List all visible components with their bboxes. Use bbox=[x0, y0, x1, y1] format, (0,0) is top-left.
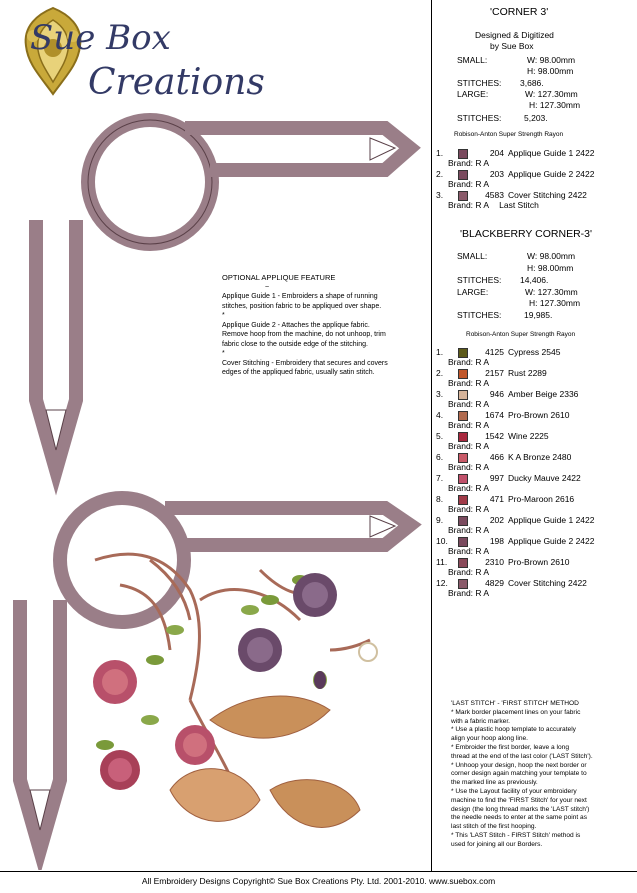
thread-code: 471 bbox=[489, 494, 504, 504]
method-line: * Use a plastic hoop template to accurately bbox=[451, 726, 576, 734]
method-line: corner design again matching your template to bbox=[451, 770, 587, 778]
blackberry-small-stitches: 14,406. bbox=[520, 275, 549, 285]
logo-line1: Sue Box bbox=[30, 18, 171, 58]
logo-line2: Creations bbox=[88, 62, 265, 103]
thread-brand bbox=[448, 483, 489, 493]
thread-number: 3. bbox=[436, 389, 444, 399]
thread-brand-label: Brand: R A bbox=[448, 546, 490, 556]
thread-brand-label: Brand: R A bbox=[448, 179, 490, 189]
blackberry-stitches-label-2: STITCHES: bbox=[457, 310, 502, 320]
thread-brand bbox=[448, 546, 489, 556]
thread-brand-label: Brand: R A bbox=[448, 378, 490, 388]
thread-brand-label: Brand: R A bbox=[448, 525, 490, 535]
thread-name: Applique Guide 2 2422 bbox=[508, 536, 595, 546]
thread-name: K A Bronze 2480 bbox=[508, 452, 572, 462]
thread-code: 198 bbox=[489, 536, 504, 546]
flowers bbox=[93, 573, 377, 790]
thread-name: Cypress 2545 bbox=[508, 347, 561, 357]
thread-name: Applique Guide 2 2422 bbox=[508, 169, 595, 179]
thread-number: 1. bbox=[436, 347, 444, 357]
thread-number: 4. bbox=[436, 410, 444, 420]
thread-number: 10. bbox=[436, 536, 448, 546]
corner3-small-stitches: 3,686. bbox=[520, 78, 544, 88]
thread-number: 12. bbox=[436, 578, 448, 588]
blackberry-thread-brand: Robison-Anton Super Strength Rayon bbox=[466, 331, 576, 338]
thread-code: 2310 bbox=[485, 557, 504, 567]
footer-divider bbox=[0, 871, 637, 872]
thread-brand-label: Brand: R A bbox=[448, 200, 490, 210]
thread-brand bbox=[448, 525, 489, 535]
thread-number: 2. bbox=[436, 169, 444, 179]
thread-code: 204 bbox=[489, 148, 504, 158]
thread-number: 2. bbox=[436, 368, 444, 378]
thread-number: 3. bbox=[436, 190, 444, 200]
thread-brand bbox=[448, 462, 489, 472]
blackberry-small-label: SMALL: bbox=[457, 251, 488, 261]
method-line: the needle needs to enter at the same point as bbox=[451, 814, 587, 822]
method-line: thread at the end of the last color ('LAST Stitch'). bbox=[451, 752, 593, 760]
thread-number: 7. bbox=[436, 473, 444, 483]
thread-code: 4125 bbox=[485, 347, 504, 357]
thread-code: 203 bbox=[489, 169, 504, 179]
blackberry-large-label: LARGE: bbox=[457, 287, 489, 297]
thread-brand bbox=[448, 567, 489, 577]
thread-code: 997 bbox=[489, 473, 504, 483]
thread-name: Rust 2289 bbox=[508, 368, 547, 378]
method-line: * Embroider the first border, leave a long bbox=[451, 743, 570, 751]
thread-brand-label: Brand: R A bbox=[448, 399, 490, 409]
corner3-title: 'CORNER 3' bbox=[490, 6, 549, 18]
applique-guide1-text: Applique Guide 1 - Embroiders a shape of running stitches, position fabric to be appliqued over shape. bbox=[222, 293, 382, 310]
method-line: machine to find the 'FIRST Stitch' for your next bbox=[451, 796, 587, 804]
thread-brand bbox=[448, 179, 489, 189]
thread-brand-label: Brand: R A bbox=[448, 462, 490, 472]
thread-brand-label: Brand: R A bbox=[448, 504, 490, 514]
applique-title: OPTIONAL APPLIQUE FEATURE bbox=[222, 273, 336, 282]
method-line: with a fabric marker. bbox=[451, 717, 510, 725]
thread-name: Applique Guide 1 2422 bbox=[508, 148, 595, 158]
thread-code: 4583 bbox=[485, 190, 504, 200]
blackberry-large-h: H: 127.30mm bbox=[529, 298, 581, 308]
thread-brand bbox=[448, 504, 489, 514]
thread-brand bbox=[448, 441, 489, 451]
applique-tilde: ~ bbox=[264, 283, 270, 291]
thread-code: 202 bbox=[489, 515, 504, 525]
thread-code: 946 bbox=[489, 389, 504, 399]
method-line: * Use the Layout facility of your embroidery bbox=[451, 787, 577, 795]
thread-brand-label: Brand: R A bbox=[448, 567, 490, 577]
thread-number: 6. bbox=[436, 452, 444, 462]
thread-brand-label: Brand: R A bbox=[448, 420, 490, 430]
thread-brand bbox=[448, 158, 489, 168]
thread-code: 1674 bbox=[485, 410, 504, 420]
thread-name: Ducky Mauve 2422 bbox=[508, 473, 581, 483]
method-line: * Mark border placement lines on your fabric bbox=[451, 708, 581, 716]
thread-brand-label: Brand: R A bbox=[448, 441, 490, 451]
thread-code: 4829 bbox=[485, 578, 504, 588]
thread-brand-label: Brand: R A bbox=[448, 588, 490, 598]
blackberry-stitches-label: STITCHES: bbox=[457, 275, 502, 285]
thread-number: 11. bbox=[436, 557, 448, 567]
applique-sep1: * bbox=[222, 312, 225, 319]
thread-number: 9. bbox=[436, 515, 444, 525]
method-line: * Unhoop your design, hoop the next border or bbox=[451, 761, 587, 769]
method-line: the marked line as previously. bbox=[451, 779, 538, 787]
column-divider bbox=[431, 0, 432, 872]
blackberry-small-w: W: 98.00mm bbox=[527, 251, 576, 261]
thread-brand-label: Brand: R A bbox=[448, 483, 490, 493]
corner3-small-label: SMALL: bbox=[457, 55, 488, 65]
method-notes bbox=[451, 700, 631, 850]
corner3-large-stitches: 5,203. bbox=[524, 113, 548, 123]
thread-brand-label: Brand: R A bbox=[448, 357, 490, 367]
corner3-by: by Sue Box bbox=[490, 41, 534, 51]
thread-brand bbox=[448, 588, 489, 598]
thread-name: Cover Stitching 2422 bbox=[508, 190, 587, 200]
corner3-large-h: H: 127.30mm bbox=[529, 100, 581, 110]
thread-number: 5. bbox=[436, 431, 444, 441]
thread-brand bbox=[448, 399, 489, 409]
corner3-small-w: W: 98.00mm bbox=[527, 55, 576, 65]
method-line: used for joining all our Borders. bbox=[451, 840, 543, 848]
thread-name: Applique Guide 1 2422 bbox=[508, 515, 595, 525]
corner3-stitches-label: STITCHES: bbox=[457, 78, 502, 88]
method-line: * This 'LAST Stitch - FIRST Stitch' method is bbox=[451, 831, 581, 839]
method-title: 'LAST STITCH' - 'FIRST STITCH' METHOD bbox=[451, 700, 579, 707]
thread-brand bbox=[448, 420, 489, 430]
corner3-large-w: W: 127.30mm bbox=[525, 89, 578, 99]
applique-guide2-text: Applique Guide 2 - Attaches the applique fabric. Remove hoop from the machine, do not unhoop, trim fabric close to the outside edge of the stitching. bbox=[222, 321, 386, 348]
thread-code: 466 bbox=[489, 452, 504, 462]
thread-brand bbox=[448, 378, 489, 388]
thread-code: 2157 bbox=[485, 368, 504, 378]
corner3-small-h: H: 98.00mm bbox=[527, 66, 574, 76]
thread-number: 1. bbox=[436, 148, 444, 158]
footer-copyright: All Embroidery Designs Copyright© Sue Box Creations Pty. Ltd. 2001-2010. www.suebox.com bbox=[141, 876, 496, 886]
blackberry-small-h: H: 98.00mm bbox=[527, 263, 574, 273]
applique-sep2: * bbox=[222, 350, 225, 357]
thread-extra-note: Last Stitch bbox=[499, 200, 539, 210]
corner3-thread-brand: Robison-Anton Super Strength Rayon bbox=[454, 131, 564, 138]
corner3-stitches-label-2: STITCHES: bbox=[457, 113, 502, 123]
thread-brand bbox=[448, 200, 539, 210]
method-line: last stitch of the first hooping. bbox=[451, 823, 537, 831]
thread-brand bbox=[448, 357, 489, 367]
thread-name: Wine 2225 bbox=[508, 431, 549, 441]
thread-name: Pro-Maroon 2616 bbox=[508, 494, 575, 504]
blackberry-large-w: W: 127.30mm bbox=[525, 287, 578, 297]
blackberry-large-stitches: 19,985. bbox=[524, 310, 553, 320]
blackberry-title: 'BLACKBERRY CORNER-3' bbox=[460, 228, 592, 240]
thread-number: 8. bbox=[436, 494, 444, 504]
corner3-large-label: LARGE: bbox=[457, 89, 489, 99]
thread-name: Amber Beige 2336 bbox=[508, 389, 579, 399]
thread-name: Cover Stitching 2422 bbox=[508, 578, 587, 588]
method-line: design (the long thread marks the 'LAST stitch') bbox=[451, 805, 590, 813]
corner3-designed: Designed & Digitized bbox=[475, 30, 554, 40]
thread-code: 1542 bbox=[485, 431, 504, 441]
cover-stitching-text: Cover Stitching - Embroidery that secures and covers edges of the appliqued fabric, usually satin stitch. bbox=[222, 359, 388, 376]
thread-brand-label: Brand: R A bbox=[448, 158, 490, 168]
method-line: align your hoop along line. bbox=[451, 735, 528, 743]
thread-name: Pro-Brown 2610 bbox=[508, 557, 570, 567]
thread-name: Pro-Brown 2610 bbox=[508, 410, 570, 420]
applique-notes bbox=[222, 273, 392, 378]
